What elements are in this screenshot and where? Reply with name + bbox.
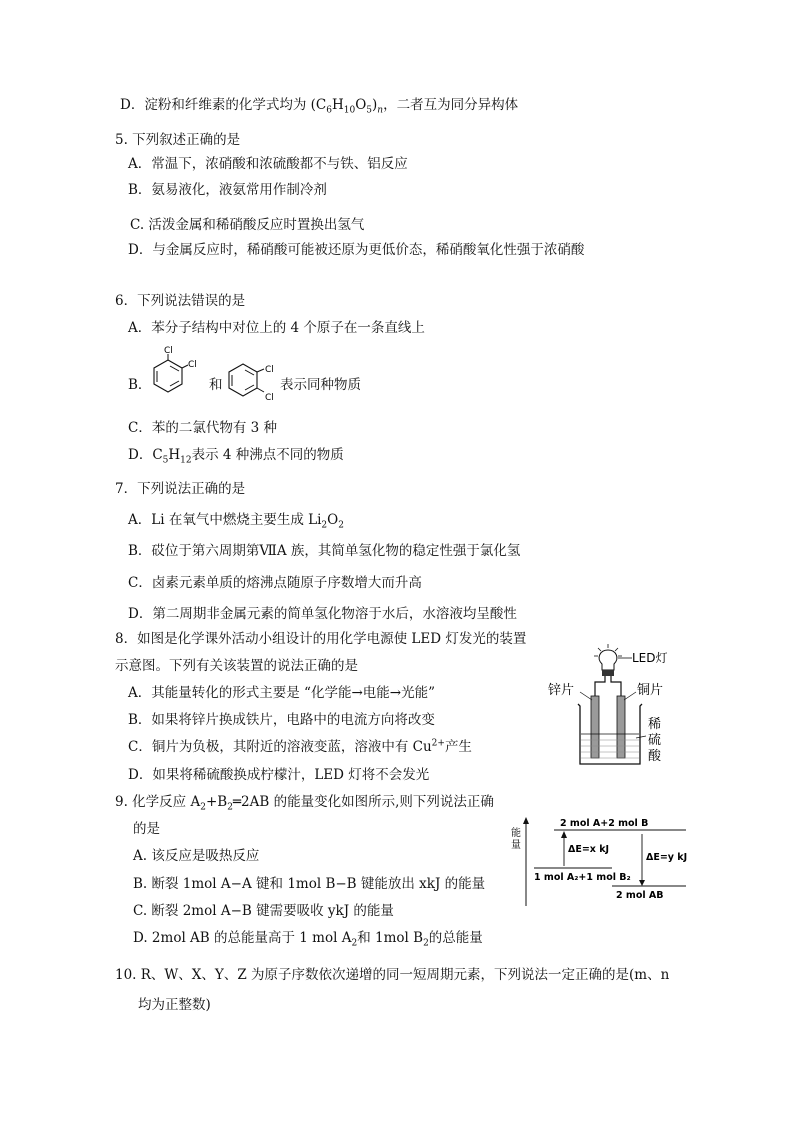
q9-option-d: D. 2mol AB 的总能量高于 1 mol $A_2$和 1mol $B_2$的总能量 [133,930,483,949]
q7-option-b: B．砹位于第六周期第ⅦA 族，其简单氢化物的稳定性强于氯化氢 [128,543,521,559]
q7-option-a: A．Li 在氧气中燃烧主要生成 $Li_2O_2$ [128,512,344,531]
q4-option-d: D．淀粉和纤维素的化学式均为 $(C_6H_{10}O_5)_n$，二者互为同分异构体 [120,97,519,116]
cl-label: Cl [188,360,197,370]
dilute-acid-label-2: 硫 [648,733,662,748]
led-label: LED灯 [632,651,668,665]
q9-option-c: C. 断裂 2mol A−B 键需要吸收 ykJ 的能量 [133,903,394,919]
q9-option-a: A. 该反应是吸热反应 [133,848,260,864]
y-axis-label-2: 量 [511,840,521,851]
q6-option-c: C．苯的二氯代物有 3 种 [128,420,278,436]
q6-option-d: D．$C_5H_{12}$表示 4 种沸点不同的物质 [128,447,344,466]
dilute-acid-label-3: 酸 [648,749,662,764]
q8-option-d: D．如果将稀硫酸换成柠檬汁，LED 灯将不会发光 [128,767,430,783]
q6-option-a: A．苯分子结构中对位上的 4 个原子在一条直线上 [128,320,425,336]
q9-stem-line2: 的是 [133,821,160,837]
q9-stem-line1: 9. 化学反应 $A_2+B_2═2AB$ 的能量变化如图所示,则下列说法正确 [115,794,494,813]
q6-option-b-and: 和 [209,377,223,393]
q7-option-c: C．卤素元素单质的熔沸点随原子序数增大而升高 [128,575,422,591]
q9-option-b: B. 断裂 1mol A−A 键和 1mol B−B 键能放出 xkJ 的能量 [133,876,486,892]
q8-stem-line1: 8．如图是化学课外活动小组设计的用化学电源使 LED 灯发光的装置 [115,631,527,647]
q8-option-a: A．其能量转化的形式主要是 “化学能→电能→光能” [128,685,435,701]
q5-stem: 5. 下列叙述正确的是 [115,132,241,148]
ortho-dichlorobenzene-structure-2 [225,356,283,408]
q7-option-d: D．第二周期非金属元素的简单氢化物溶于水后，水溶液均呈酸性 [128,606,517,622]
cl-label: Cl [164,346,173,356]
delta-e-x-label: ΔE=x kJ [568,844,610,855]
q6-option-b-text: 表示同种物质 [280,377,361,393]
copper-label: 铜片 [637,683,664,698]
q10-stem-line2: 均为正整数) [138,997,211,1013]
led-battery-diagram [540,642,700,770]
y-axis-label-1: 能 [511,828,521,839]
reactant-level-label: 1 mol A₂+1 mol B₂ [534,872,631,883]
energy-level-diagram [508,814,698,910]
dilute-acid-label-1: 稀 [648,717,662,732]
cl-label: Cl [265,393,274,403]
q5-option-a: A．常温下，浓硝酸和浓硫酸都不与铁、铝反应 [128,156,408,172]
q8-option-b: B．如果将锌片换成铁片，电路中的电流方向将改变 [128,712,435,728]
q5-option-d: D．与金属反应时，稀硝酸可能被还原为更低价态，稀硝酸氧化性强于浓硝酸 [128,242,585,258]
delta-e-y-label: ΔE=y kJ [646,852,688,863]
cl-label: Cl [265,365,274,375]
ortho-dichlorobenzene-structure-1 [150,346,200,402]
top-level-label: 2 mol A+2 mol B [560,818,649,829]
zinc-label: 锌片 [548,683,575,698]
q10-stem-line1: 10. R、W、X、Y、Z 为原子序数依次递增的同一短周期元素，下列说法一定正确的是(m、n [115,967,670,983]
q8-stem-line2: 示意图。下列有关该装置的说法正确的是 [115,658,358,674]
q8-option-c: C．铜片为负极，其附近的溶液变蓝，溶液中有 $Cu^{2+}$产生 [128,738,472,755]
q6-option-b-label: B． [128,377,152,393]
q5-option-c: C. 活泼金属和稀硝酸反应时置换出氢气 [130,217,365,233]
q7-stem: 7．下列说法正确的是 [115,481,246,497]
q5-option-b: B．氨易液化，液氨常用作制冷剂 [128,182,327,198]
q6-stem: 6．下列说法错误的是 [115,293,246,309]
product-level-label: 2 mol AB [616,890,664,901]
